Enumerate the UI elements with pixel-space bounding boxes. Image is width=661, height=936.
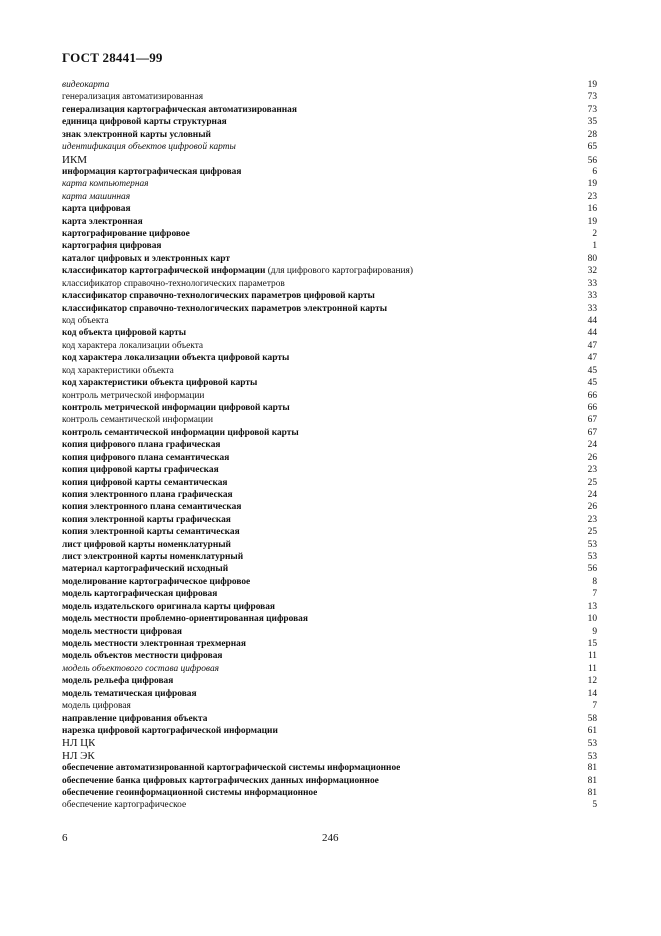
index-term: обеспечение автоматизированной картографической системы информационное	[62, 763, 401, 774]
index-entry	[62, 402, 597, 414]
index-term: карта электронная	[62, 216, 143, 227]
index-entry	[62, 551, 597, 563]
index-page-number: 19	[587, 80, 597, 90]
index-entry	[62, 439, 597, 451]
index-page-number: 45	[587, 378, 597, 389]
index-term: контроль семантической информации	[62, 415, 213, 426]
index-entry	[62, 203, 597, 215]
index-entry	[62, 327, 597, 339]
index-page-number: 44	[587, 328, 597, 339]
index-term: ИКМ	[62, 153, 88, 166]
index-page-number: 10	[587, 614, 597, 625]
index-entry	[62, 489, 597, 501]
index-page-number: 25	[587, 527, 597, 538]
index-term: информация картографическая цифровая	[62, 166, 242, 177]
index-entry	[62, 240, 597, 252]
index-page-number: 67	[587, 415, 597, 426]
index-page-number: 58	[587, 713, 597, 724]
term-index	[62, 79, 597, 812]
index-term: идентификация объектов цифровой карты	[62, 142, 236, 153]
index-term: карта машинная	[62, 191, 131, 202]
index-page-number: 5	[592, 800, 597, 811]
index-term: контроль метрической информации цифровой карты	[62, 402, 290, 413]
index-page-number: 44	[587, 316, 597, 327]
index-page-number: 16	[587, 204, 597, 215]
index-term: знак электронной карты условный	[62, 129, 211, 140]
index-page-number: 23	[587, 191, 597, 202]
index-term: НЛ ЭК	[62, 749, 95, 762]
index-page-number: 35	[587, 117, 597, 128]
index-term: копия электронной карты графическая	[62, 514, 231, 525]
index-term: код объекта цифровой карты	[62, 328, 187, 339]
index-term: картографирование цифровое	[62, 229, 190, 240]
index-term: модель издательского оригинала карты цифровая	[62, 601, 276, 612]
index-page-number: 53	[587, 751, 597, 762]
index-entry	[62, 576, 597, 588]
index-page-number: 33	[587, 278, 597, 289]
index-entry	[62, 141, 597, 153]
index-entry	[62, 737, 597, 749]
index-entry	[62, 725, 597, 737]
index-term: генерализация автоматизированная	[62, 92, 204, 103]
index-entry	[62, 116, 597, 128]
index-entry	[62, 762, 597, 774]
index-term: карта цифровая	[62, 204, 131, 215]
index-entry	[62, 79, 597, 91]
index-entry	[62, 775, 597, 787]
index-page-number: 32	[587, 266, 597, 277]
index-entry	[62, 278, 597, 290]
index-term: копия цифрового плана графическая	[62, 440, 221, 451]
index-term: классификатор справочно-технологических параметров цифровой карты	[62, 291, 375, 302]
index-page-number: 53	[587, 739, 597, 750]
index-entry	[62, 713, 597, 725]
index-page-number: 47	[587, 353, 597, 364]
index-term: код характера локализации объекта	[62, 340, 204, 351]
index-term: классификатор картографической информации	[62, 266, 266, 277]
index-entry	[62, 216, 597, 228]
index-page-number: 23	[587, 465, 597, 476]
index-term: единица цифровой карты структурная	[62, 117, 227, 128]
sheet-number: 246	[322, 832, 339, 844]
index-term: модель местности цифровая	[62, 626, 182, 637]
index-page-number: 19	[587, 216, 597, 227]
index-page-number: 25	[587, 477, 597, 488]
index-entry	[62, 228, 597, 240]
index-page-number: 66	[587, 390, 597, 401]
index-term: материал картографический исходный	[62, 564, 229, 575]
index-page-number: 81	[587, 788, 597, 799]
index-entry	[62, 253, 597, 265]
index-entry	[62, 563, 597, 575]
index-term: лист цифровой карты номенклатурный	[62, 539, 231, 550]
index-page-number: 73	[587, 92, 597, 103]
index-term: классификатор справочно-технологических параметров электронной карты	[62, 303, 388, 314]
index-entry	[62, 303, 597, 315]
index-page-number: 56	[587, 564, 597, 575]
index-term: код объекта	[62, 316, 109, 327]
index-entry	[62, 265, 597, 277]
index-term: модель объектового состава цифровая	[62, 663, 219, 674]
index-entry	[62, 477, 597, 489]
index-entry	[62, 799, 597, 811]
index-page-number: 7	[592, 701, 597, 712]
index-term: контроль семантической информации цифровой карты	[62, 427, 299, 438]
index-term: модель объектов местности цифровая	[62, 651, 223, 662]
index-page-number: 14	[587, 688, 597, 699]
index-entry	[62, 787, 597, 799]
index-page-number: 67	[587, 427, 597, 438]
document-header: ГОСТ 28441—99	[62, 50, 163, 65]
index-term: каталог цифровых и электронных карт	[62, 253, 230, 264]
index-entry	[62, 315, 597, 327]
index-page-number: 19	[587, 179, 597, 190]
index-term: контроль метрической информации	[62, 390, 205, 401]
index-page-number: 23	[587, 514, 597, 525]
index-term: код характера локализации объекта цифровой карты	[62, 353, 290, 364]
index-term: классификатор справочно-технологических параметров	[62, 278, 285, 289]
index-term-note: (для цифрового картографирования)	[265, 266, 413, 277]
index-term: обеспечение геоинформационной системы информационное	[62, 788, 318, 799]
index-entry	[62, 688, 597, 700]
index-page-number: 24	[587, 489, 597, 500]
index-page-number: 8	[592, 576, 597, 587]
index-entry	[62, 588, 597, 600]
index-page-number: 33	[587, 291, 597, 302]
index-entry	[62, 464, 597, 476]
index-page-number: 28	[587, 129, 597, 140]
index-entry	[62, 166, 597, 178]
index-entry	[62, 650, 597, 662]
index-page-number: 11	[587, 663, 597, 674]
index-term: модель местности электронная трехмерная	[62, 638, 246, 649]
index-term: копия электронной карты семантическая	[62, 527, 240, 538]
index-term: копия цифрового плана семантическая	[62, 452, 230, 463]
index-term: видеокарта	[62, 80, 110, 90]
index-page-number: 7	[592, 589, 597, 600]
index-entry	[62, 626, 597, 638]
index-term: копия цифровой карты графическая	[62, 465, 219, 476]
index-page-number: 53	[587, 552, 597, 563]
index-term: код характеристики объекта цифровой карты	[62, 378, 258, 389]
index-page-number: 81	[587, 775, 597, 786]
index-page-number: 15	[587, 638, 597, 649]
index-entry	[62, 452, 597, 464]
index-term: код характеристики объекта	[62, 365, 174, 376]
index-entry	[62, 365, 597, 377]
index-term-wrapper	[62, 265, 413, 277]
index-page-number: 80	[587, 253, 597, 264]
index-page-number: 33	[587, 303, 597, 314]
index-entry	[62, 352, 597, 364]
index-entry	[62, 514, 597, 526]
index-page-number: 24	[587, 440, 597, 451]
index-page-number: 11	[587, 651, 597, 662]
page-number: 6	[62, 832, 68, 844]
index-entry	[62, 750, 597, 762]
index-entry	[62, 638, 597, 650]
index-page-number: 66	[587, 402, 597, 413]
index-entry	[62, 501, 597, 513]
index-term: копия цифровой карты семантическая	[62, 477, 228, 488]
index-entry	[62, 526, 597, 538]
index-page-number: 2	[592, 229, 597, 240]
index-page-number: 53	[587, 539, 597, 550]
index-term: НЛ ЦК	[62, 737, 96, 750]
index-term: копия электронного плана графическая	[62, 489, 233, 500]
index-term: модель рельефа цифровая	[62, 676, 174, 687]
index-term: карта компьютерная	[62, 179, 149, 190]
index-page-number: 12	[587, 676, 597, 687]
index-term: модель цифровая	[62, 701, 131, 712]
index-page-number: 61	[587, 725, 597, 736]
index-entry	[62, 613, 597, 625]
index-term: лист электронной карты номенклатурный	[62, 552, 244, 563]
index-entry	[62, 539, 597, 551]
index-page-number: 6	[592, 166, 597, 177]
index-entry	[62, 178, 597, 190]
index-term: обеспечение банка цифровых картографических данных информационное	[62, 775, 379, 786]
index-term: направление цифрования объекта	[62, 713, 208, 724]
index-page-number: 9	[592, 626, 597, 637]
index-term: нарезка цифровой картографической информации	[62, 725, 278, 736]
index-page-number: 65	[587, 142, 597, 153]
index-page-number: 56	[587, 155, 597, 166]
index-term: картография цифровая	[62, 241, 162, 252]
index-entry	[62, 191, 597, 203]
index-page-number: 1	[592, 241, 597, 252]
index-page-number: 26	[587, 502, 597, 513]
index-term: модель тематическая цифровая	[62, 688, 197, 699]
index-term: модель местности проблемно-ориентированная цифровая	[62, 614, 308, 625]
index-page-number: 73	[587, 104, 597, 115]
index-term: копия электронного плана семантическая	[62, 502, 242, 513]
index-page-number: 13	[587, 601, 597, 612]
index-entry	[62, 340, 597, 352]
index-entry	[62, 154, 597, 166]
index-page-number: 81	[587, 763, 597, 774]
index-entry	[62, 427, 597, 439]
index-entry	[62, 663, 597, 675]
index-entry	[62, 390, 597, 402]
index-term: генерализация картографическая автоматизированная	[62, 104, 297, 115]
index-entry	[62, 414, 597, 426]
index-entry	[62, 91, 597, 103]
index-page-number: 45	[587, 365, 597, 376]
index-entry	[62, 700, 597, 712]
index-entry	[62, 675, 597, 687]
index-entry	[62, 377, 597, 389]
index-page-number: 26	[587, 452, 597, 463]
index-term: обеспечение картографическое	[62, 800, 187, 811]
index-entry	[62, 129, 597, 141]
index-term: модель картографическая цифровая	[62, 589, 218, 600]
index-page-number: 47	[587, 340, 597, 351]
index-entry	[62, 601, 597, 613]
index-entry	[62, 104, 597, 116]
index-term: моделирование картографическое цифровое	[62, 576, 251, 587]
index-entry	[62, 290, 597, 302]
